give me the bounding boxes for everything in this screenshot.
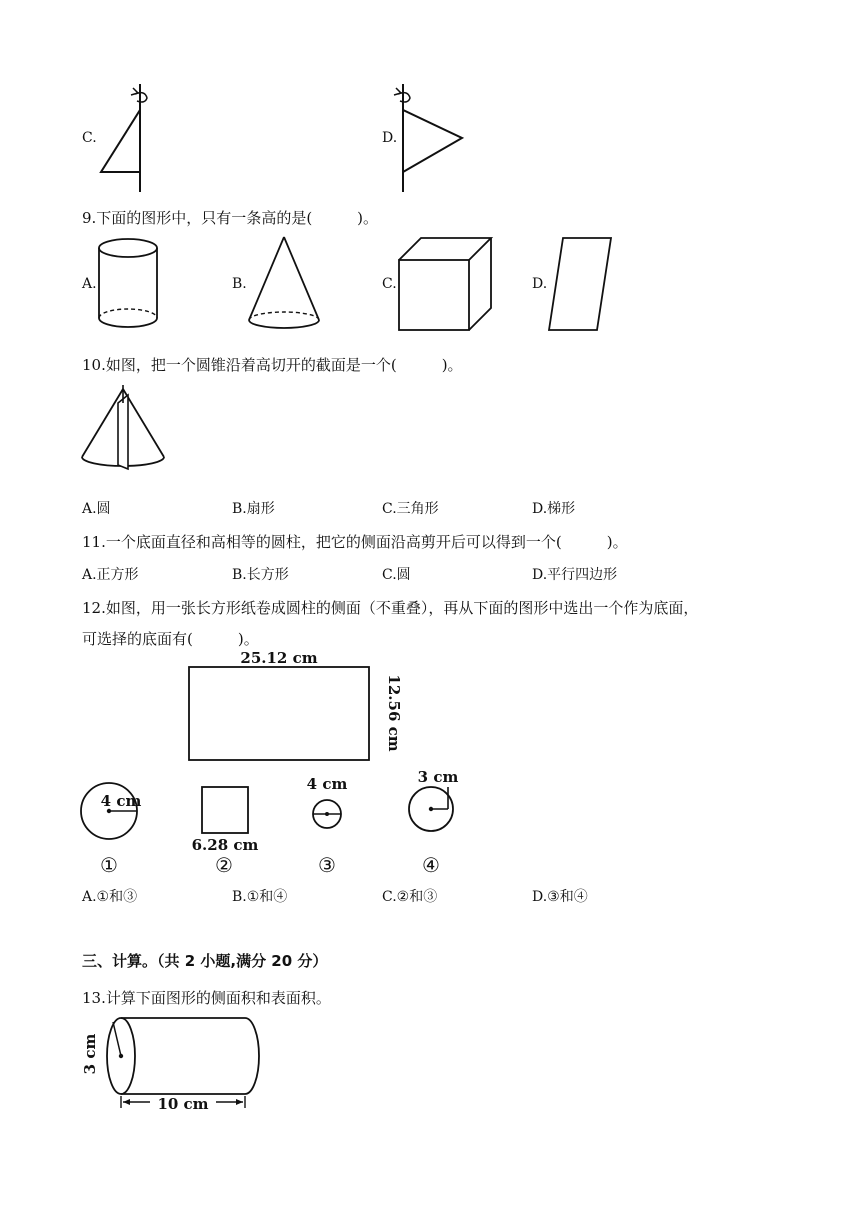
q12-option-d: D.③和④ (532, 889, 588, 905)
q9-option-b-label: B. (232, 276, 247, 292)
q13-cylinder-figure (80, 1014, 265, 1114)
q10-option-b: B.扇形 (232, 501, 275, 517)
q11-stem: 11.一个底面直径和高相等的圆柱，把它的侧面沿高剪开后可以得到一个( )。 (82, 533, 628, 551)
q12-shape2-square (190, 784, 262, 854)
q12-shape-numbers (0, 850, 860, 880)
q11-option-a: A.正方形 (82, 567, 139, 583)
q12-number-3: ③ (318, 853, 336, 877)
q12-shape3-circle (300, 774, 354, 832)
q9-cylinder-figure (96, 236, 162, 332)
q12-rect-height-label: 12.56 cm (385, 674, 403, 752)
q10-option-d: D.梯形 (532, 501, 576, 517)
q12-stem-line2: 可选择的底面有( )。 (82, 630, 259, 648)
q8-option-c-label: C. (82, 130, 97, 146)
q10-stem: 10.如图，把一个圆锥沿着高切开的截面是一个( )。 (82, 356, 463, 374)
q11-option-d: D.平行四边形 (532, 567, 618, 583)
q8-option-d-figure (395, 80, 470, 195)
q8-option-c-figure (95, 80, 155, 195)
q13-stem: 13.计算下面图形的侧面积和表面积。 (82, 989, 331, 1007)
q12-shape1-label: 4 cm (100, 792, 142, 810)
q10-option-a: A.圆 (82, 501, 111, 517)
q8-option-d-label: D. (382, 130, 398, 146)
q12-stem-line1: 12.如图，用一张长方形纸卷成圆柱的侧面（不重叠），再从下面的图形中选出一个作为底面， (82, 599, 699, 617)
q12-shape2-label: 6.28 cm (191, 836, 259, 854)
q12-shape4-circle (404, 766, 464, 836)
q12-rect-width-label: 25.12 cm (240, 649, 318, 667)
q13-length-label: 10 cm (157, 1095, 209, 1113)
q12-rectangle-figure (180, 645, 403, 765)
q12-option-b: B.①和④ (232, 889, 288, 905)
q9-option-c-label: C. (382, 276, 397, 292)
q12-number-2: ② (215, 853, 233, 877)
q9-cube-figure (397, 236, 495, 332)
q11-option-b: B.长方形 (232, 567, 289, 583)
q12-number-4: ④ (422, 853, 440, 877)
q10-option-c: C.三角形 (382, 501, 439, 517)
q11-option-c: C.圆 (382, 567, 411, 583)
q9-cone-figure (246, 234, 322, 332)
q9-option-d-label: D. (532, 276, 548, 292)
q13-radius-label: 3 cm (81, 1033, 99, 1075)
q9-stem: 9.下面的图形中，只有一条高的是( )。 (82, 209, 379, 227)
q12-shape4-label: 3 cm (417, 768, 459, 786)
q12-option-c: C.②和③ (382, 889, 438, 905)
q12-shape1-circle (78, 780, 140, 842)
q9-option-a-label: A. (82, 276, 97, 292)
section-3-title: 三、计算。（共 2 小题,满分 20 分） (82, 952, 328, 970)
q12-number-1: ① (100, 853, 118, 877)
q10-cut-cone-figure (78, 383, 168, 473)
q12-option-a: A.①和③ (82, 889, 138, 905)
q9-parallelogram-figure (547, 236, 615, 332)
q12-shape3-label: 4 cm (306, 775, 348, 793)
